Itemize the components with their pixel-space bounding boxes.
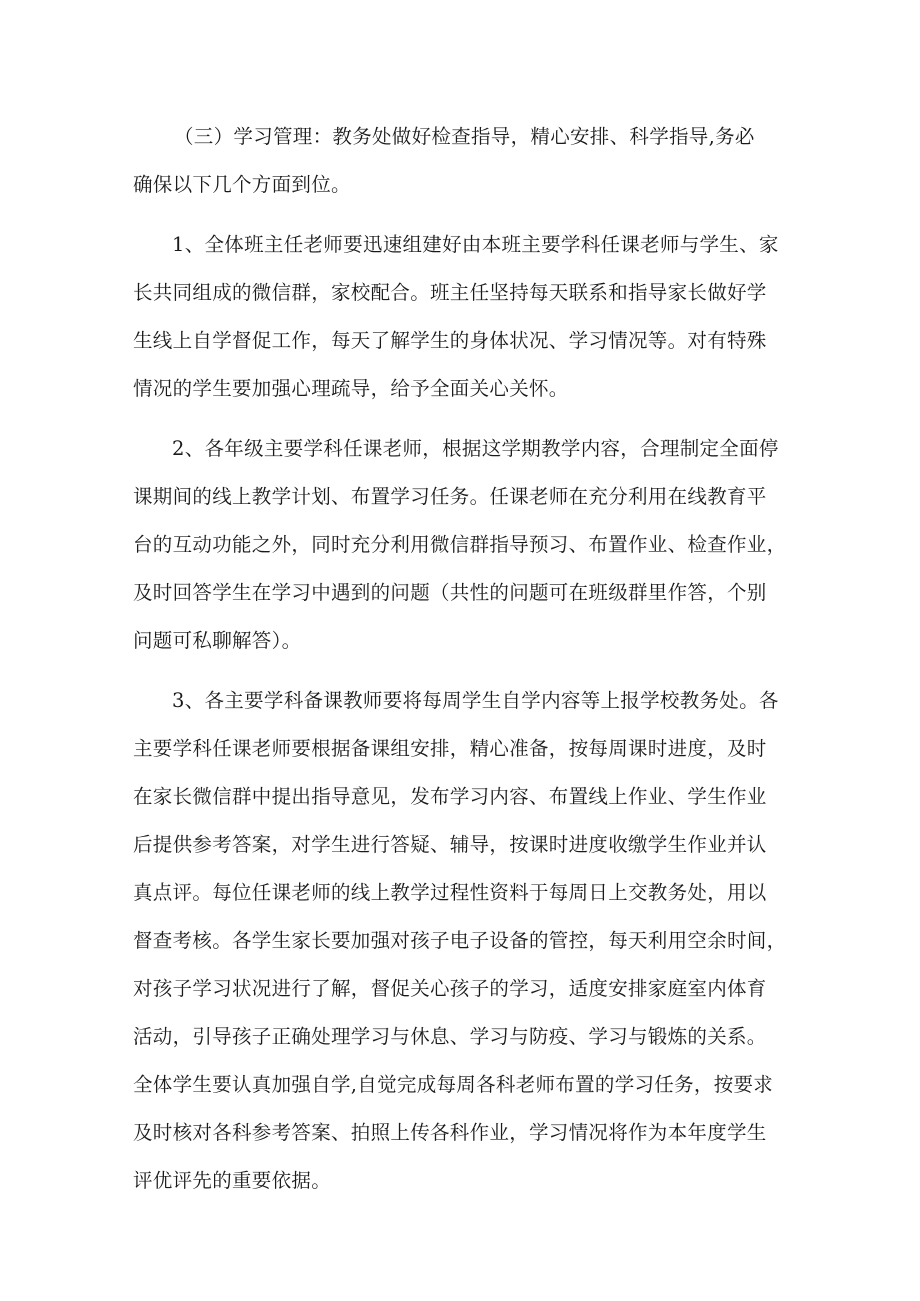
paragraph-line: 确保以下几个方面到位。 <box>133 173 351 196</box>
paragraph-line: 2、各年级主要学科任课老师，根据这学期教学内容，合理制定全面停 <box>172 437 779 460</box>
paragraph-line: 1、全体班主任老师要迅速组建好由本班主要学科任课老师与学生、家 <box>172 233 779 256</box>
paragraph-line: 评优评先的重要依据。 <box>133 1169 332 1192</box>
paragraph-line: 对孩子学习状况进行了解，督促关心孩子的学习，适度安排家庭室内体育 <box>133 977 767 1000</box>
paragraph-line: 后提供参考答案，对学生进行答疑、辅导，按课时进度收缴学生作业并认 <box>133 833 767 856</box>
paragraph-line: 长共同组成的微信群，家校配合。班主任坚持每天联系和指导家长做好学 <box>133 281 767 304</box>
paragraph-learning-management <box>133 113 793 209</box>
paragraph-line: 生线上自学督促工作，每天了解学生的身体状况、学习情况等。对有特殊 <box>133 329 767 352</box>
paragraph-line: 真点评。每位任课老师的线上教学过程性资料于每周日上交教务处，用以 <box>133 881 767 904</box>
paragraph-line: 督查考核。各学生家长要加强对孩子电子设备的管控，每天利用空余时间， <box>133 929 787 952</box>
paragraph-line: 活动，引导孩子正确处理学习与休息、学习与防疫、学习与锻炼的关系。 <box>133 1025 767 1048</box>
paragraph-item-2 <box>133 425 793 665</box>
paragraph-item-1 <box>133 221 793 413</box>
paragraph-line: 问题可私聊解答）。 <box>133 629 302 652</box>
paragraph-line: 3、各主要学科备课教师要将每周学生自学内容等上报学校教务处。各 <box>172 689 779 712</box>
paragraph-line: 台的互动功能之外，同时充分利用微信群指导预习、布置作业、检查作业， <box>133 533 787 556</box>
paragraph-line: 在家长微信群中提出指导意见，发布学习内容、布置线上作业、学生作业 <box>133 785 767 808</box>
paragraph-line: 主要学科任课老师要根据备课组安排，精心准备，按每周课时进度，及时 <box>133 737 767 760</box>
paragraph-line: （三）学习管理：教务处做好检查指导，精心安排、科学指导,务必 <box>174 125 755 148</box>
paragraph-line: 全体学生要认真加强自学,自觉完成每周各科老师布置的学习任务，按要求 <box>133 1073 774 1096</box>
document-body <box>133 113 793 1205</box>
paragraph-line: 课期间的线上教学计划、布置学习任务。任课老师在充分利用在线教育平 <box>133 485 767 508</box>
paragraph-item-3 <box>133 677 793 1205</box>
paragraph-line: 及时回答学生在学习中遇到的问题（共性的问题可在班级群里作答，个别 <box>133 581 767 604</box>
paragraph-line: 情况的学生要加强心理疏导，给予全面关心关怀。 <box>133 377 569 400</box>
paragraph-line: 及时核对各科参考答案、拍照上传各科作业，学习情况将作为本年度学生 <box>133 1121 767 1144</box>
